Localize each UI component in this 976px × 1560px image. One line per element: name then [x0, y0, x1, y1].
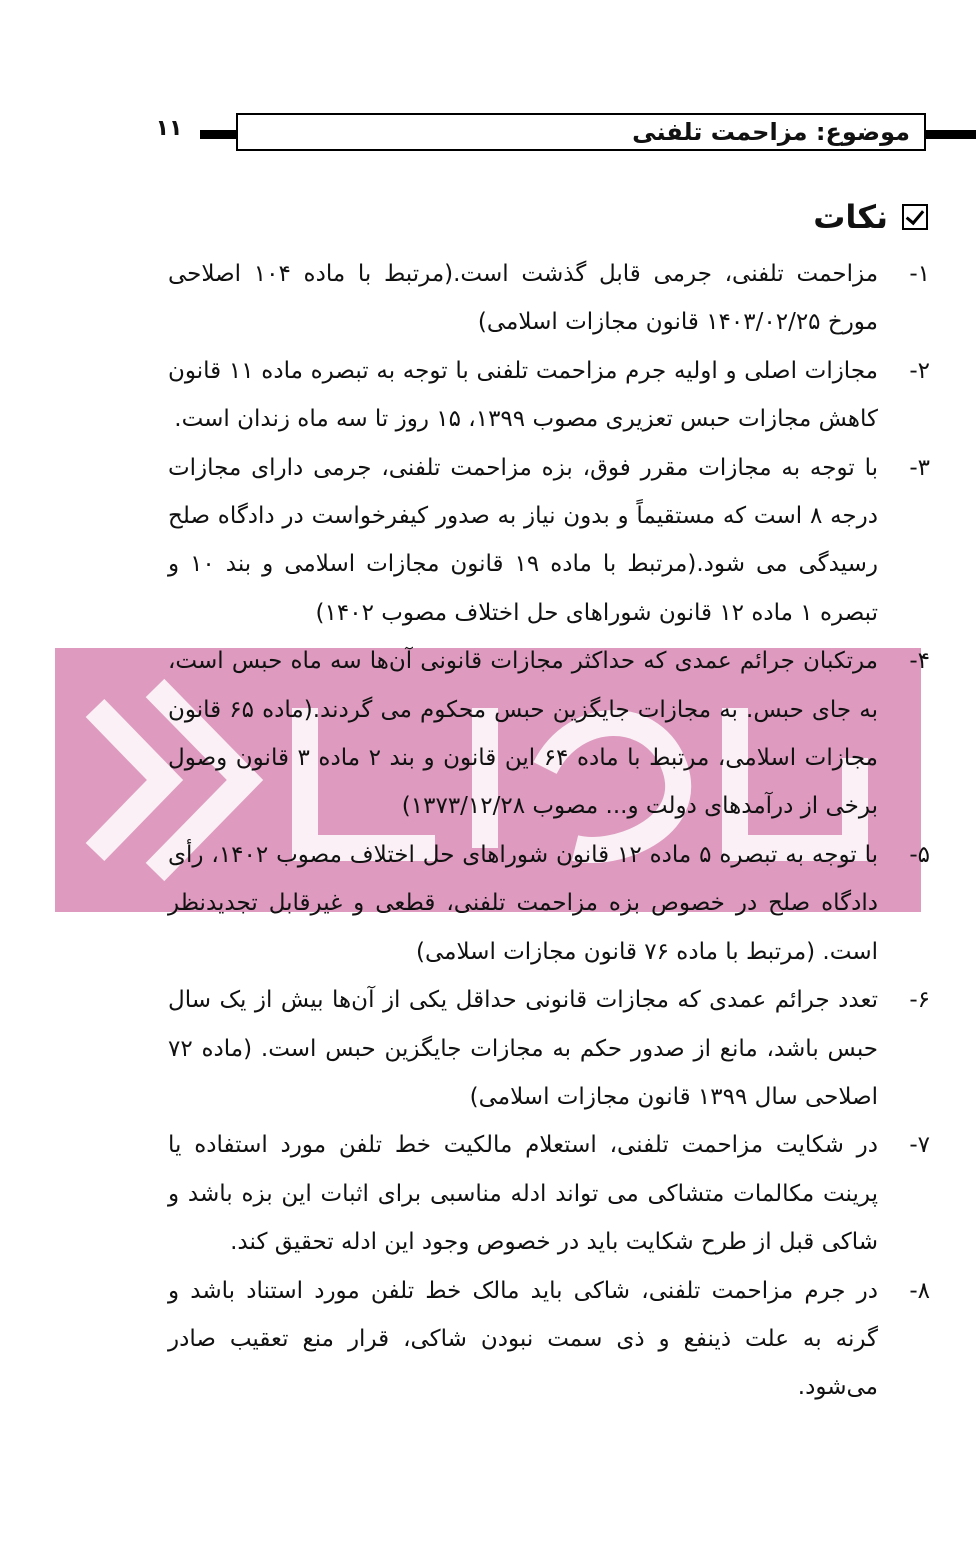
note-text: با توجه به تبصره ۵ ماده ۱۲ قانون شوراهای حل اختلاف مصوب ۱۴۰۲، رأی دادگاه صلح در خصوص بزه مزاحمت تلفنی، قطعی و غیرقابل تجدیدنظر است. (مرتبط با ماده ۷۶ قانون مجازات اسلامی)	[168, 841, 879, 965]
note-text: تعدد جرائم عمدی که مجازات قانونی حداقل یکی از آن‌ها بیش از یک سال حبس باشد، مانع از صدور حکم به مجازات جایگزین حبس است. (ماده ۷۲ اصلاحی سال ۱۳۹۹ قانون مجازات اسلامی)	[168, 987, 878, 1110]
note-number: ۷-	[909, 1132, 930, 1159]
note-number: ۵-	[909, 841, 930, 868]
page-header	[0, 108, 976, 156]
note-item	[168, 831, 930, 976]
note-text: در جرم مزاحمت تلفنی، شاکی باید مالک خط تلفن مورد استناد باشد و گرنه به علت ذینفع و ذی سمت نبودن شاکی، قرار منع تعقیب صادر می‌شود.	[168, 1277, 878, 1401]
header-rule-left	[200, 130, 240, 139]
header-rule-right	[926, 130, 976, 139]
note-item	[168, 1267, 930, 1412]
note-number: ۳-	[909, 454, 930, 481]
note-number: ۴-	[909, 648, 930, 675]
note-item	[168, 976, 930, 1121]
note-item	[168, 1121, 930, 1266]
note-item	[168, 637, 930, 831]
section-heading	[813, 198, 928, 236]
note-number: ۱-	[909, 261, 930, 287]
page-number: ۱۱	[155, 116, 183, 141]
note-item	[168, 347, 930, 444]
note-text: مزاحمت تلفنی، جرمی قابل گذشت است.(مرتبط با ماده ۱۰۴ اصلاحی مورخ ۱۴۰۳/۰۲/۲۵ قانون مجازات اسلامی)	[168, 261, 879, 336]
note-number: ۸-	[909, 1277, 930, 1304]
header-title: موضوع: مزاحمت تلفنی	[236, 113, 926, 151]
note-number: ۶-	[909, 987, 930, 1014]
note-item	[168, 250, 930, 347]
note-item	[168, 444, 930, 638]
checked-box-icon	[902, 204, 928, 230]
note-text: در شکایت مزاحمت تلفنی، استعلام مالکیت خط تلفن مورد استفاده یا پرینت مکالمات متشاکی می تواند ادله مناسبی برای اثبات این بزه باشد و شاکی قبل از طرح شکایت باید در خصوص وجود این ادله تحقیق کند.	[168, 1132, 878, 1256]
notes-list	[168, 250, 930, 1412]
note-number: ۲-	[909, 357, 930, 384]
note-text: مرتکبان جرائم عمدی که حداکثر مجازات قانونی آن‌ها سه ماه حبس است، به جای حبس. به مجازات جایگزین حبس محکوم می گردند.(ماده ۶۵ قانون مجازات اسلامی، مرتبط با ماده ۶۴ این قانون و بند ۲ ماده ۳ قانون وصول برخی از درآمدهای دولت و... مصوب ۱۳۷۳/۱۲/۲۸)	[168, 648, 878, 820]
note-text: با توجه به مجازات مقرر فوق، بزه مزاحمت تلفنی، جرمی دارای مجازات درجه ۸ است که مستقیماً و بدون نیاز به صدور کیفرخواست در دادگاه صلح رسیدگی می شود.(مرتبط با ماده ۱۹ قانون مجازات اسلامی و بند ۱۰ و تبصره ۱ ماده ۱۲ قانون شوراهای حل اختلاف مصوب ۱۴۰۲)	[168, 454, 879, 626]
section-heading-label: نکات	[813, 198, 888, 236]
note-text: مجازات اصلی و اولیه جرم مزاحمت تلفنی با توجه به تبصره ماده ۱۱ قانون کاهش مجازات حبس تعزیری مصوب ۱۳۹۹، ۱۵ روز تا سه ماه زندان است.	[168, 357, 878, 433]
